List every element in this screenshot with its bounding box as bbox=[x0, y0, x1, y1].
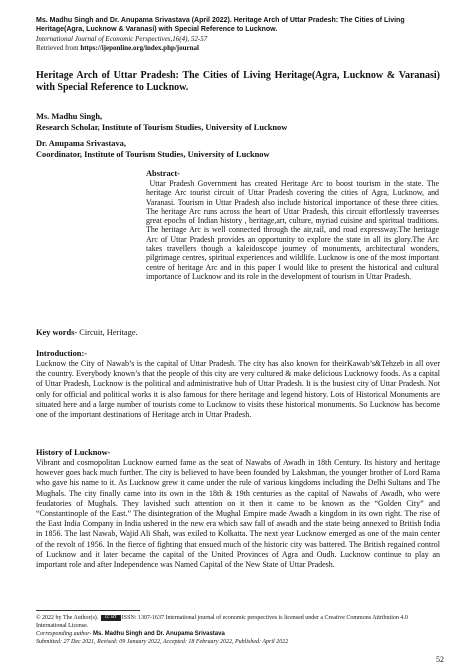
footnote-divider bbox=[36, 610, 140, 611]
author-affiliation: Research Scholar, Institute of Tourism Studies, University of Lucknow bbox=[36, 122, 288, 132]
copyright-text: © 2022 by The Author(s). bbox=[36, 615, 99, 621]
page-number: 52 bbox=[436, 655, 444, 664]
retrieved-prefix: Retrieved from bbox=[36, 44, 81, 52]
author-block bbox=[36, 112, 287, 133]
corresponding-author-label: Corresponding author- bbox=[36, 631, 92, 637]
author-block bbox=[36, 139, 270, 160]
author-affiliation: Coordinator, Institute of Tourism Studies, University of Lucknow bbox=[36, 149, 270, 159]
keywords-value: Circuit, Heritage. bbox=[77, 328, 138, 337]
section-heading-introduction: Introduction:- bbox=[36, 349, 88, 358]
abstract-text: Uttar Pradesh Government has created Heritage Arc to boost tourism in the state. The heritage Arc tourist circuit of Uttar Pradesh covering the cities of Agra, Lucknow, and Varanasi. Tourism in Uttar Pradesh also include historical importance of these three cities. The heritage Arc runs across the heart of Uttar Pradesh, this circuit effortlessly traveerses great epochs of Indian history , heritage,art, culture, myriad cuisine and spiritual traditions. The heritage Arc is well connected through the air,rail, and road expressway.The heritage Arc of Uttar Pradesh provides an opportunity to explore the state in all its glory.The Arc takes travellers though a kaleidoscope journey of monuments, architectural wonders, pilgrimage centres, spiritual experiences and wildlife. Lucknow is one of the most important centre of heritage Arc and in this paper I would like to present the historical and cultural importance of Lucknow and its role in the development of tourism in Uttar Pradesh. bbox=[146, 179, 439, 281]
journal-reference: International Journal of Economic Perspectives,16(4), 52-57 bbox=[36, 35, 208, 43]
author-name: Ms. Madhu Singh, bbox=[36, 112, 103, 121]
corresponding-author-line bbox=[36, 630, 440, 638]
keywords-label: Key words- bbox=[36, 328, 78, 337]
section-body-introduction: Lucknow the City of Nawab’s is the capital of Uttar Pradesh. The city has also known for theirKawab’s&Tehzeb in all over the country. Everybody known’s that the people of this city are very cultured & make delicious Lucknowy foods. As a capital of Uttar Pradesh, Lucknow is the political and administrative hub of Uttar Pradesh. It is the busiest city of Uttar Pradesh. Not only for official and political works it is also famous for there heritage and legend history. Lots of Historical Monuments are situated here and a large number of tourists come to Lucknow to visits these historical monuments. So Lucknow has become one of the important destinations of Heritage arch in Uttar Pradesh. bbox=[36, 359, 440, 420]
abstract-body bbox=[146, 179, 439, 281]
issn-license-text: ISSN: 1307-1637 International journal of economic perspectives is licensed under a Creative Commons Attribution 4.0 International License. bbox=[36, 615, 408, 629]
section-heading-history: History of Lucknow- bbox=[36, 448, 111, 457]
journal-url-link[interactable]: https://ijeponline.org/index.php/journal bbox=[80, 44, 199, 52]
cc-license-icon: cc BY bbox=[101, 615, 121, 621]
section-body-history: Vibrant and cosmopolitan Lucknow earned fame as the seat of Nawabs of Awadh in 18th Century. Its history and heritage however goes back much further. The city is believed to have been founded by Lakshman, the younger brother of Lord Rama who gave his name to it. As Lucknow grew it came under the rule of various kingdoms including the Delhi Sultans and The Mughals. The city finally came into its own in the 18th & 19th centuries as the capital of Nawabs of Awadh, who were feudatories of Mughals. They lavished such attention on it then it came to be known as the “Golden City” and “Constantinople of the East.” The disintegration of the Mughal Empire made Awadh a kingdom in its own right. The rise of the East India Company in India ushered in the new era which saw fall of awadh and the state being annexed to British India in 1856. The last Nawab, Wajid Ali Shah, was exiled to Kolkatta. The next year Lucknow emerged as one of the main center of the revolt of 1956. In the fierce of fighting that ensued much of the historic city was battered. The British regained control of Lucknow and it later became the capital of the United Provinces of Agra and Oudh. Lucknow continue to play an important role and after Independence was Named Capital of the New State of Uttar Pradesh. bbox=[36, 458, 440, 570]
paper-title: Heritage Arch of Uttar Pradesh: The Cities of Living Heritage(Agra, Lucknow & Varanasi) with Special Reference to Lucknow. bbox=[36, 70, 440, 93]
corresponding-author-names: Ms. Madhu Singh and Dr. Anupama Srivastava bbox=[93, 631, 225, 637]
license-line bbox=[36, 614, 440, 630]
retrieved-line bbox=[36, 44, 199, 53]
submission-dates: Submitted: 27 Dec 2021, Revised: 09 January 2022, Accepted: 18 February 2022, Published: April 2022 bbox=[36, 639, 289, 645]
abstract-heading: Abstract- bbox=[146, 169, 180, 178]
author-name: Dr. Anupama Srivastava, bbox=[36, 139, 126, 148]
citation-header: Ms. Madhu Singh and Dr. Anupama Srivastava (April 2022). Heritage Arch of Uttar Pradesh: The Cities of Living Heritage(Agra, Lucknow & Varanasi) with Special Reference to Lucknow. bbox=[36, 17, 405, 33]
keywords-line bbox=[36, 328, 138, 338]
footnote bbox=[36, 614, 440, 646]
